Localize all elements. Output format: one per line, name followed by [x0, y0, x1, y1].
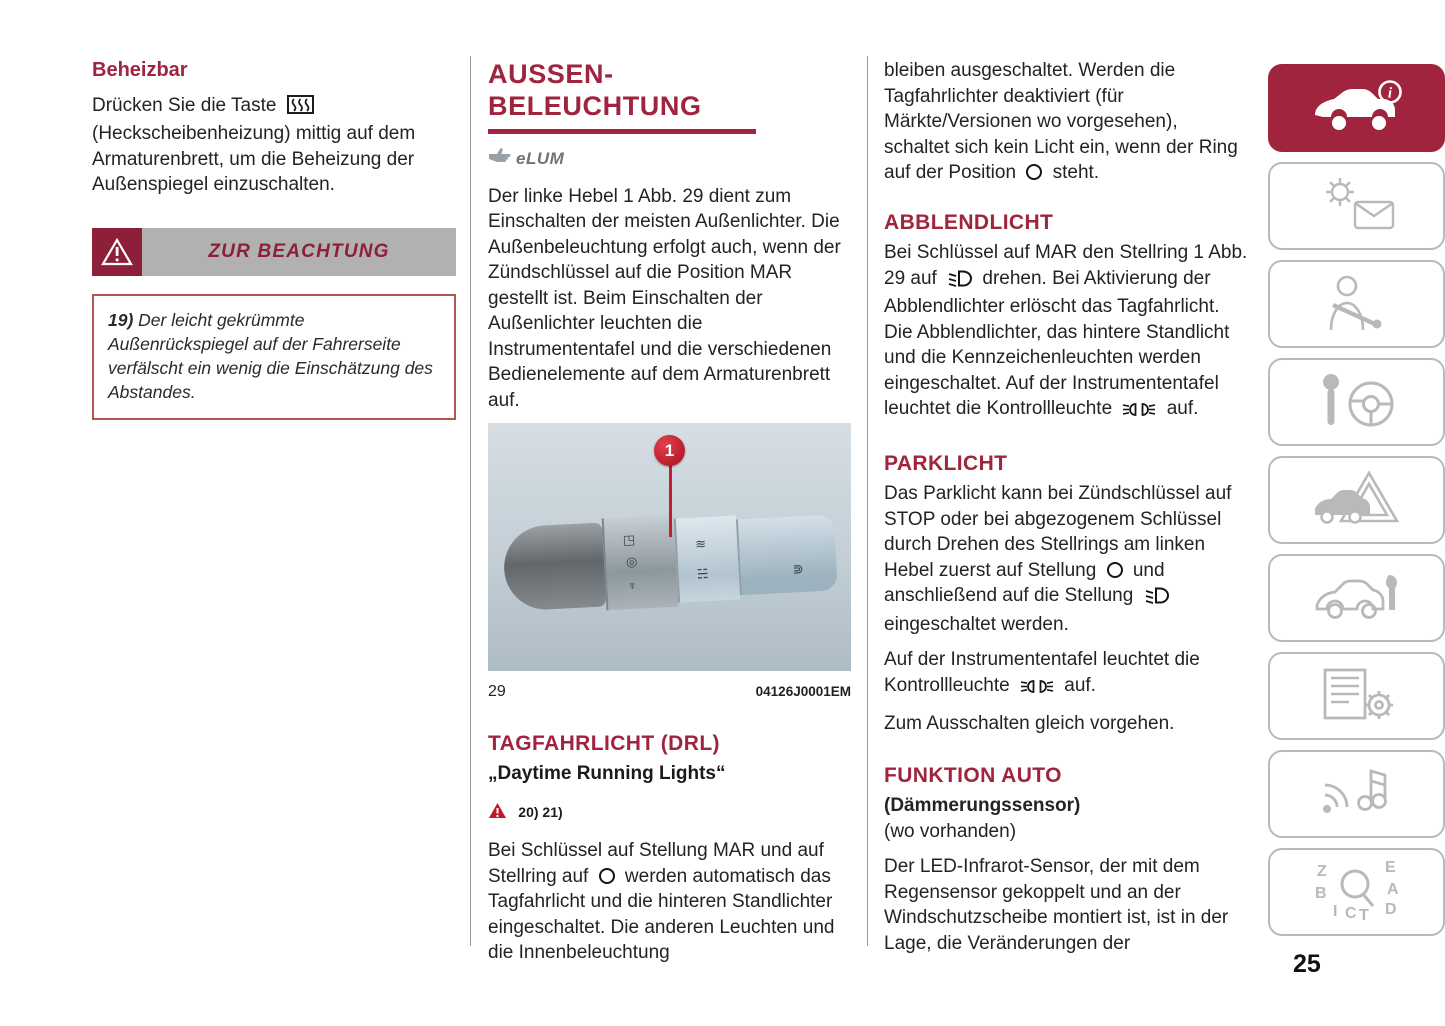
sidebar-tab-starting-driving[interactable] [1268, 358, 1445, 446]
stalk-body: ⋑ [736, 514, 838, 595]
index-search-icon [1311, 858, 1403, 927]
column-divider [867, 56, 868, 946]
low-beam-icon [947, 269, 972, 295]
svg-text:A: A [1386, 880, 1399, 898]
attention-banner [92, 228, 456, 276]
text: werden automatisch das Tagfahrlicht und die hinteren Standlichter eingeschaltet. Die anderen Leuchten und die Innenbeleuchtung [488, 865, 835, 963]
attention-label: ZUR BEACHTUNG [208, 240, 390, 262]
heading-funktion-auto: FUNKTION AUTO [884, 763, 1062, 787]
ring-position-O-icon [1026, 164, 1042, 180]
safety-belt-icon [1317, 273, 1397, 336]
ring-position-O-icon [1107, 562, 1123, 578]
warning-reference-row [488, 799, 851, 827]
warning-triangle-icon [92, 228, 142, 276]
supplement-logo: eLUM [516, 149, 565, 168]
text: Bei Schlüssel auf Stellung MAR und auf Stellring auf [488, 840, 824, 887]
sidebar-tab-instrument-panel[interactable] [1268, 162, 1445, 250]
svg-text:T: T [1358, 906, 1369, 922]
text: Auf der Instrumententafel leuchtet die Kontrollleuchte [884, 649, 1200, 696]
text: Bei Schlüssel auf MAR den Stellring 1 Abb. 29 auf [884, 242, 1248, 289]
stalk-ring-2: ≋ ☵ [674, 515, 740, 602]
supplement-row [488, 146, 851, 172]
heading-aussenbeleuchtung [488, 58, 851, 122]
stalk-ring-1: ◳ ◎ ♆ [602, 515, 679, 611]
note-number: 19) [108, 309, 134, 330]
middle-column [488, 58, 851, 976]
paragraph-drl [488, 838, 851, 966]
low-beam-icon [1144, 586, 1169, 612]
section-tab-sidebar [1268, 64, 1445, 946]
page-number: 25 [1293, 950, 1321, 978]
figure-29-stalk-illustration [488, 423, 851, 671]
sidebar-tab-index[interactable] [1268, 848, 1445, 936]
svg-text:i: i [1387, 85, 1392, 101]
paragraph-lever: Der linke Hebel 1 Abb. 29 dient zum Einschalten der meisten Außenlichter. Die Außenbeleuchtung erfolgt auch, wenn der Zündschlüssel auf die Position MAR gestellt ist. Beim Einschalten der Außenlichter leuchten die Instrumententafel und die verschiedenen Bedienelemente auf dem Armaturenbrett auf. [488, 185, 841, 411]
paragraph-abblendlicht [884, 240, 1248, 425]
text: und anschließend auf die Stellung [884, 559, 1165, 606]
position-lights-indicator-icon [1122, 399, 1156, 425]
multimedia-icon [1315, 763, 1399, 826]
figure-caption [488, 679, 851, 705]
svg-text:C: C [1344, 904, 1357, 922]
technical-data-icon [1313, 665, 1401, 728]
note-box [92, 294, 456, 420]
heading-tagfahrlicht: TAGFAHRLICHT (DRL) [488, 731, 720, 755]
text: Drücken Sie die Taste [92, 94, 277, 116]
text: Das Parklicht kann bei Zündschlüssel auf STOP oder bei abgezogenem Schlüssel durch Drehen des Stellrings am linken Hebel zuerst auf Stellung [884, 483, 1232, 581]
paragraph-parklicht-indicator [884, 647, 1248, 701]
heading-line: AUSSEN- [488, 59, 614, 89]
subheading-wo-vorhanden: (wo vorhanden) [884, 820, 1017, 842]
right-column [884, 58, 1248, 966]
text: auf. [1166, 398, 1199, 419]
stalk-knob [502, 523, 606, 612]
callout-1: 1 [654, 435, 685, 466]
subheading-drl: „Daytime Running Lights“ [488, 763, 726, 784]
svg-text:D: D [1384, 900, 1397, 918]
heading-parklicht: PARKLICHT [884, 451, 1008, 475]
sidebar-tab-safety[interactable] [1268, 260, 1445, 348]
service-maintenance-icon [1313, 567, 1401, 630]
svg-text:Z: Z [1316, 862, 1327, 880]
column-divider [470, 56, 471, 946]
heading-underline [488, 129, 756, 134]
svg-text:I: I [1332, 902, 1337, 920]
warning-triangle-icon [488, 801, 507, 827]
warning-lights-display-icon [1315, 176, 1399, 237]
note-text: Der leicht gekrümmte Außenrückspiegel auf der Fahrerseite verfälscht ein wenig die Einschätzung des Abstandes. [108, 309, 433, 402]
paragraph-ausschalten: Zum Ausschalten gleich vorgehen. [884, 713, 1175, 734]
paragraph-heated-mirrors [92, 93, 456, 198]
heading-abblendlicht: ABBLENDLICHT [884, 210, 1054, 234]
sidebar-tab-vehicle-info[interactable] [1268, 64, 1445, 152]
figure-code: 04126J0001EM [755, 684, 851, 699]
sidebar-tab-maintenance[interactable] [1268, 554, 1445, 642]
svg-text:B: B [1314, 884, 1327, 902]
heading-line: BELEUCHTUNG [488, 91, 702, 121]
svg-text:E: E [1384, 858, 1396, 876]
paragraph-sensor: Der LED-Infrarot-Sensor, der mit dem Regensensor gekoppelt und an der Windschutzscheibe montiert ist, ist in der Lage, die Veränderungen der [884, 856, 1229, 954]
car-info-icon [1307, 79, 1407, 138]
pointing-hand-icon [488, 146, 512, 172]
sidebar-tab-emergency[interactable] [1268, 456, 1445, 544]
text: eingeschaltet werden. [884, 613, 1069, 635]
figure-number: 29 [488, 683, 506, 700]
emergency-triangle-icon [1313, 469, 1401, 532]
warning-refs: 20) 21) [518, 803, 563, 820]
callout-leader-line [669, 463, 672, 537]
heated-rear-window-icon [287, 95, 314, 122]
left-column [92, 58, 456, 420]
paragraph-drl-continued [884, 58, 1248, 186]
text: auf. [1064, 674, 1096, 696]
sidebar-tab-multimedia[interactable] [1268, 750, 1445, 838]
sidebar-tab-technical-data[interactable] [1268, 652, 1445, 740]
text: drehen. Bei Aktivierung der Abblendlichter erlöscht das Tagfahrlicht. Die Abblendlichter, das hintere Standlicht und die Kennzeichenleuchten werden eingeschaltet. Auf der Instrumententafel leuchtet die Kontrollleuchte [884, 267, 1230, 419]
paragraph-parklicht [884, 481, 1248, 637]
heading-beheizbar: Beheizbar [92, 59, 188, 81]
ring-position-O-icon [599, 868, 615, 884]
text: (Heckscheibenheizung) mittig auf dem Armaturenbrett, um die Beheizung der Außenspiegel einzuschalten. [92, 123, 416, 195]
text: bleiben ausgeschaltet. Werden die Tagfahrlichter deaktiviert (für Märkte/Versionen wo vorgesehen), schaltet sich kein Licht ein, wenn der Ring auf der Position [884, 60, 1238, 183]
subheading-daemmerungssensor: (Dämmerungssensor) [884, 795, 1081, 816]
position-lights-indicator-icon [1020, 676, 1054, 702]
text: steht. [1052, 162, 1100, 183]
starting-driving-icon [1313, 371, 1401, 434]
